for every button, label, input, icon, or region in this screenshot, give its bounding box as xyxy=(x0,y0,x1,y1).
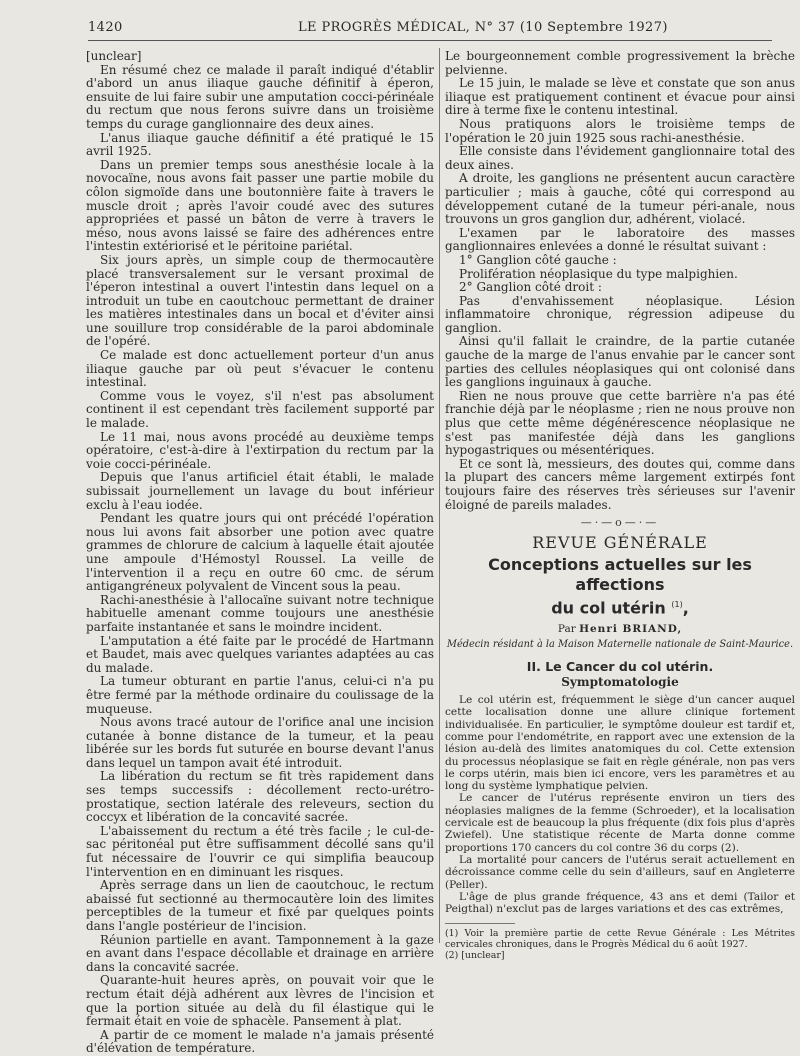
paragraph: L'examen par le laboratoire des masses ganglionnaires enlevées a donné le résultat suivant : xyxy=(445,225,795,254)
paragraph: 1° Ganglion côté gauche : xyxy=(459,252,617,267)
paragraph: L'abaissement du rectum a été très facile ; le cul-de-sac péritonéal put être suffisamment décollé sans qu'il fut nécessaire de l'ouvrir ce qui simplifia beaucoup l'intervention en en diminuant les risques. xyxy=(86,823,434,879)
paragraph: Le col utérin est, fréquemment le siège d'un cancer auquel cette localisation donne une allure clinique fortement individualisée. En particulier, le symptôme douleur est tardif et, comme pour l'endométrite, en rapport avec une extension de la lésion au-delà des limites anatomiques du col. Cette extension du processus néoplasique se fait en règle générale, non pas vers le corps utérin, mais bien ici encore, vers les paramètres et au long du système lymphatique pelvien. xyxy=(445,694,795,793)
paragraph: Six jours après, un simple coup de thermocautère placé transversalement sur le versant proximal de l'éperon intestinal a ouvert l'intestin dans lequel on a introduit un tube en caoutchouc permettant de drainer les matières intestinales dans un bocal et d'éviter ainsi une souillure trop considérable de la paroi abdominale de l'opéré. xyxy=(86,252,434,349)
paragraph: Après serrage dans un lien de caoutchouc, le rectum abaissé fut sectionné au thermocautère loin des limites perceptibles de la tumeur et fixé par quelques points dans l'angle postérieur de l'incision. xyxy=(86,878,434,933)
paragraph: Pas d'envahissement néoplasique. Lésion inflammatoire chronique, régression adipeuse du ganglion. xyxy=(445,293,795,335)
paragraph: L'âge de plus grande fréquence, 43 ans et demi (Tailor et Peigthal) n'exclut pas de larges variations et des cas extrêmes, xyxy=(445,890,795,916)
footnote: (1) Voir la première partie de cette Revue Générale : Les Métrites cervicales chroniques, dans le Progrès Médical du 6 août 1927. xyxy=(445,928,795,951)
paragraph: Le 11 mai, nous avons procédé au deuxième temps opératoire, c'est-à-dire à l'extirpation du rectum par la voie cocci-périnéale. xyxy=(86,429,434,471)
article-title: Conceptions actuelles sur les affections du col utérin $^{(1)}$, xyxy=(488,555,752,618)
sub-heading: Symptomatologie xyxy=(561,675,679,690)
paragraph: Dans un premier temps sous anesthésie locale à la novocaïne, nous avons fait passer une partie mobile du côlon sigmoïde dans une boutonnière faite à travers le muscle droit ; après l'avoir coudé avec des sutures appropriées et passé un bâton de verre à travers le méso, nous avons laissé se faire des adhérences entre l'intestin extériorisé et le péritoine pariétal. xyxy=(86,157,434,254)
part-heading: II. Le Cancer du col utérin. xyxy=(526,658,714,674)
paragraph: L'anus iliaque gauche définitif a été pratiqué le 15 avril 1925. xyxy=(86,130,434,159)
author-name: Henri BRIAND, xyxy=(579,622,683,635)
paragraph: [unclear] xyxy=(86,49,142,63)
article-title-line1: Conceptions actuelles sur les affections xyxy=(488,555,752,595)
footnote-rule xyxy=(445,923,515,924)
right-column xyxy=(445,50,795,961)
paragraph: Elle consiste dans l'évidement ganglionnaire total des deux aines. xyxy=(445,144,795,172)
footnote: (2) [unclear] xyxy=(445,950,505,962)
title-footnote-marker: (1) xyxy=(671,600,683,610)
paragraph: Pendant les quatre jours qui ont précédé l'opération nous lui avons fait absorber une potion avec quatre grammes de chlorure de calcium à laquelle était ajoutée une ampoule d'Hémostyl Roussel. La veille de l'intervention il a reçu en outre 60 cmc. de sérum antigangréneux polyvalent de Vincent sous la peau. xyxy=(86,511,434,594)
byline-prefix: Par xyxy=(557,622,576,635)
running-header xyxy=(88,20,770,40)
paragraph: La tumeur obturant en partie l'anus, celui-ci n'a pu être fermé par la méthode ordinaire du coulissage de la muqueuse. xyxy=(86,674,434,716)
paragraph: 2° Ganglion côté droit : xyxy=(459,280,602,295)
left-column xyxy=(86,50,434,1056)
paragraph: La libération du rectum se fit très rapidement dans ses temps successifs : décollement recto-urétro-prostatique, section latérale des releveurs, section du coccyx et libération de la concavité sacrée. xyxy=(86,769,434,825)
page-number: 1420 xyxy=(88,20,123,35)
paragraph: Le 15 juin, le malade se lève et constate que son anus iliaque est pratiquement continent et évacue pour ainsi dire à terme fixe le contenu intestinal. xyxy=(445,76,795,118)
column-divider xyxy=(439,48,440,943)
paragraph: L'amputation a été faite par le procédé de Hartmann et Baudet, mais avec quelques variantes adaptées au cas du malade. xyxy=(86,633,434,675)
author-affiliation: Médecin résidant à la Maison Maternelle nationale de Saint-Maurice. xyxy=(446,639,794,651)
running-title: LE PROGRÈS MÉDICAL, N° 37 (10 Septembre 1927) xyxy=(298,20,668,35)
paragraph: Ce malade est donc actuellement porteur d'un anus iliaque gauche par où peut s'évacuer le contenu intestinal. xyxy=(86,348,434,390)
paragraph: Rien ne nous prouve que cette barrière n'a pas été franchie déjà par le néoplasme ; rien ne nous prouve non plus que cette même dégénérescence néoplasique ne s'est pas manifestée déjà dans les ganglions hypogastriques ou mésentériques. xyxy=(445,388,795,458)
paragraph: La mortalité pour cancers de l'utérus serait actuellement en décroissance comme celle du sein d'ailleurs, sauf en Angleterre (Peller). xyxy=(445,853,795,891)
paragraph: Quarante-huit heures après, on pouvait voir que le rectum était déjà adhérent aux lèvres de l'incision et que la portion située au delà du fil élastique qui le fermait était en voie de sphacèle. Pansement à plat. xyxy=(86,973,434,1029)
paragraph: Réunion partielle en avant. Tamponnement à la gaze en avant dans l'espace décollable et drainage en arrière dans la concavité sacrée. xyxy=(86,932,434,974)
paragraph: Prolifération néoplasique du type malpighien. xyxy=(459,266,738,281)
paragraph: A partir de ce moment le malade n'a jamais présenté d'élévation de température. xyxy=(86,1027,434,1056)
paragraph: Et ce sont là, messieurs, des doutes qui, comme dans la plupart des cancers même largement extirpés font toujours faire des réserves très sérieuses sur l'avenir éloigné de pareils malades. xyxy=(445,456,795,512)
paragraph: En résumé chez ce malade il paraît indiqué d'établir d'abord un anus iliaque gauche définitif à éperon, ensuite de lui faire subir une amputation cocci-périnéale du rectum que nous ferons suivre dans un troisième temps du curage ganglionnaire des deux aines. xyxy=(86,62,434,131)
paragraph: Depuis que l'anus artificiel était établi, le malade subissait journellement un lavage du bout inférieur exclu à l'eau iodée. xyxy=(86,470,434,512)
paragraph: Rachi-anesthésie à l'allocaïne suivant notre technique habituelle amenant comme toujours une anesthésie parfaite instantanée et sans le moindre incident. xyxy=(86,592,434,634)
paragraph: A droite, les ganglions ne présentent aucun caractère particulier ; mais à gauche, côté qui correspond au développement cutané de la tumeur péri-anale, nous trouvons un gros ganglion dur, adhérent, violacé. xyxy=(445,171,795,227)
paragraph: Nous avons tracé autour de l'orifice anal une incision cutanée à bonne distance de la tumeur, et la peau libérée sur les bords fut suturée en bourse devant l'anus dans lequel un tampon avait été introduit. xyxy=(86,715,434,770)
header-rule xyxy=(88,40,772,41)
article-title-line2: du col utérin xyxy=(551,598,666,618)
paragraph: Comme vous le voyez, s'il n'est pas absolument continent il est cependant très facilement supporté par le malade. xyxy=(86,388,434,431)
section-heading: REVUE GÉNÉRALE xyxy=(532,532,708,552)
paragraph: Ainsi qu'il fallait le craindre, de la partie cutanée gauche de la marge de l'anus envahie par le cancer sont parties des cellules néoplasiques qui ont colonisé dans les ganglions inguinaux à gauche. xyxy=(445,334,795,390)
byline xyxy=(445,623,795,637)
paragraph: Le cancer de l'utérus représente environ un tiers des néoplasies malignes de la femme (Schroeder), et la localisation cervicale est de beaucoup la plus fréquente (dix fois plus d'après Zwiefel). Une statistique récente de Marta donne comme proportions 170 cancers du col contre 36 du corps (2). xyxy=(445,792,795,854)
section-ornament: —·—o—·— xyxy=(580,516,660,530)
paragraph: Nous pratiquons alors le troisième temps de l'opération le 20 juin 1925 sous rachi-anesthésie. xyxy=(445,116,795,145)
paragraph: Le bourgeonnement comble progressivement la brèche pelvienne. xyxy=(445,49,795,77)
